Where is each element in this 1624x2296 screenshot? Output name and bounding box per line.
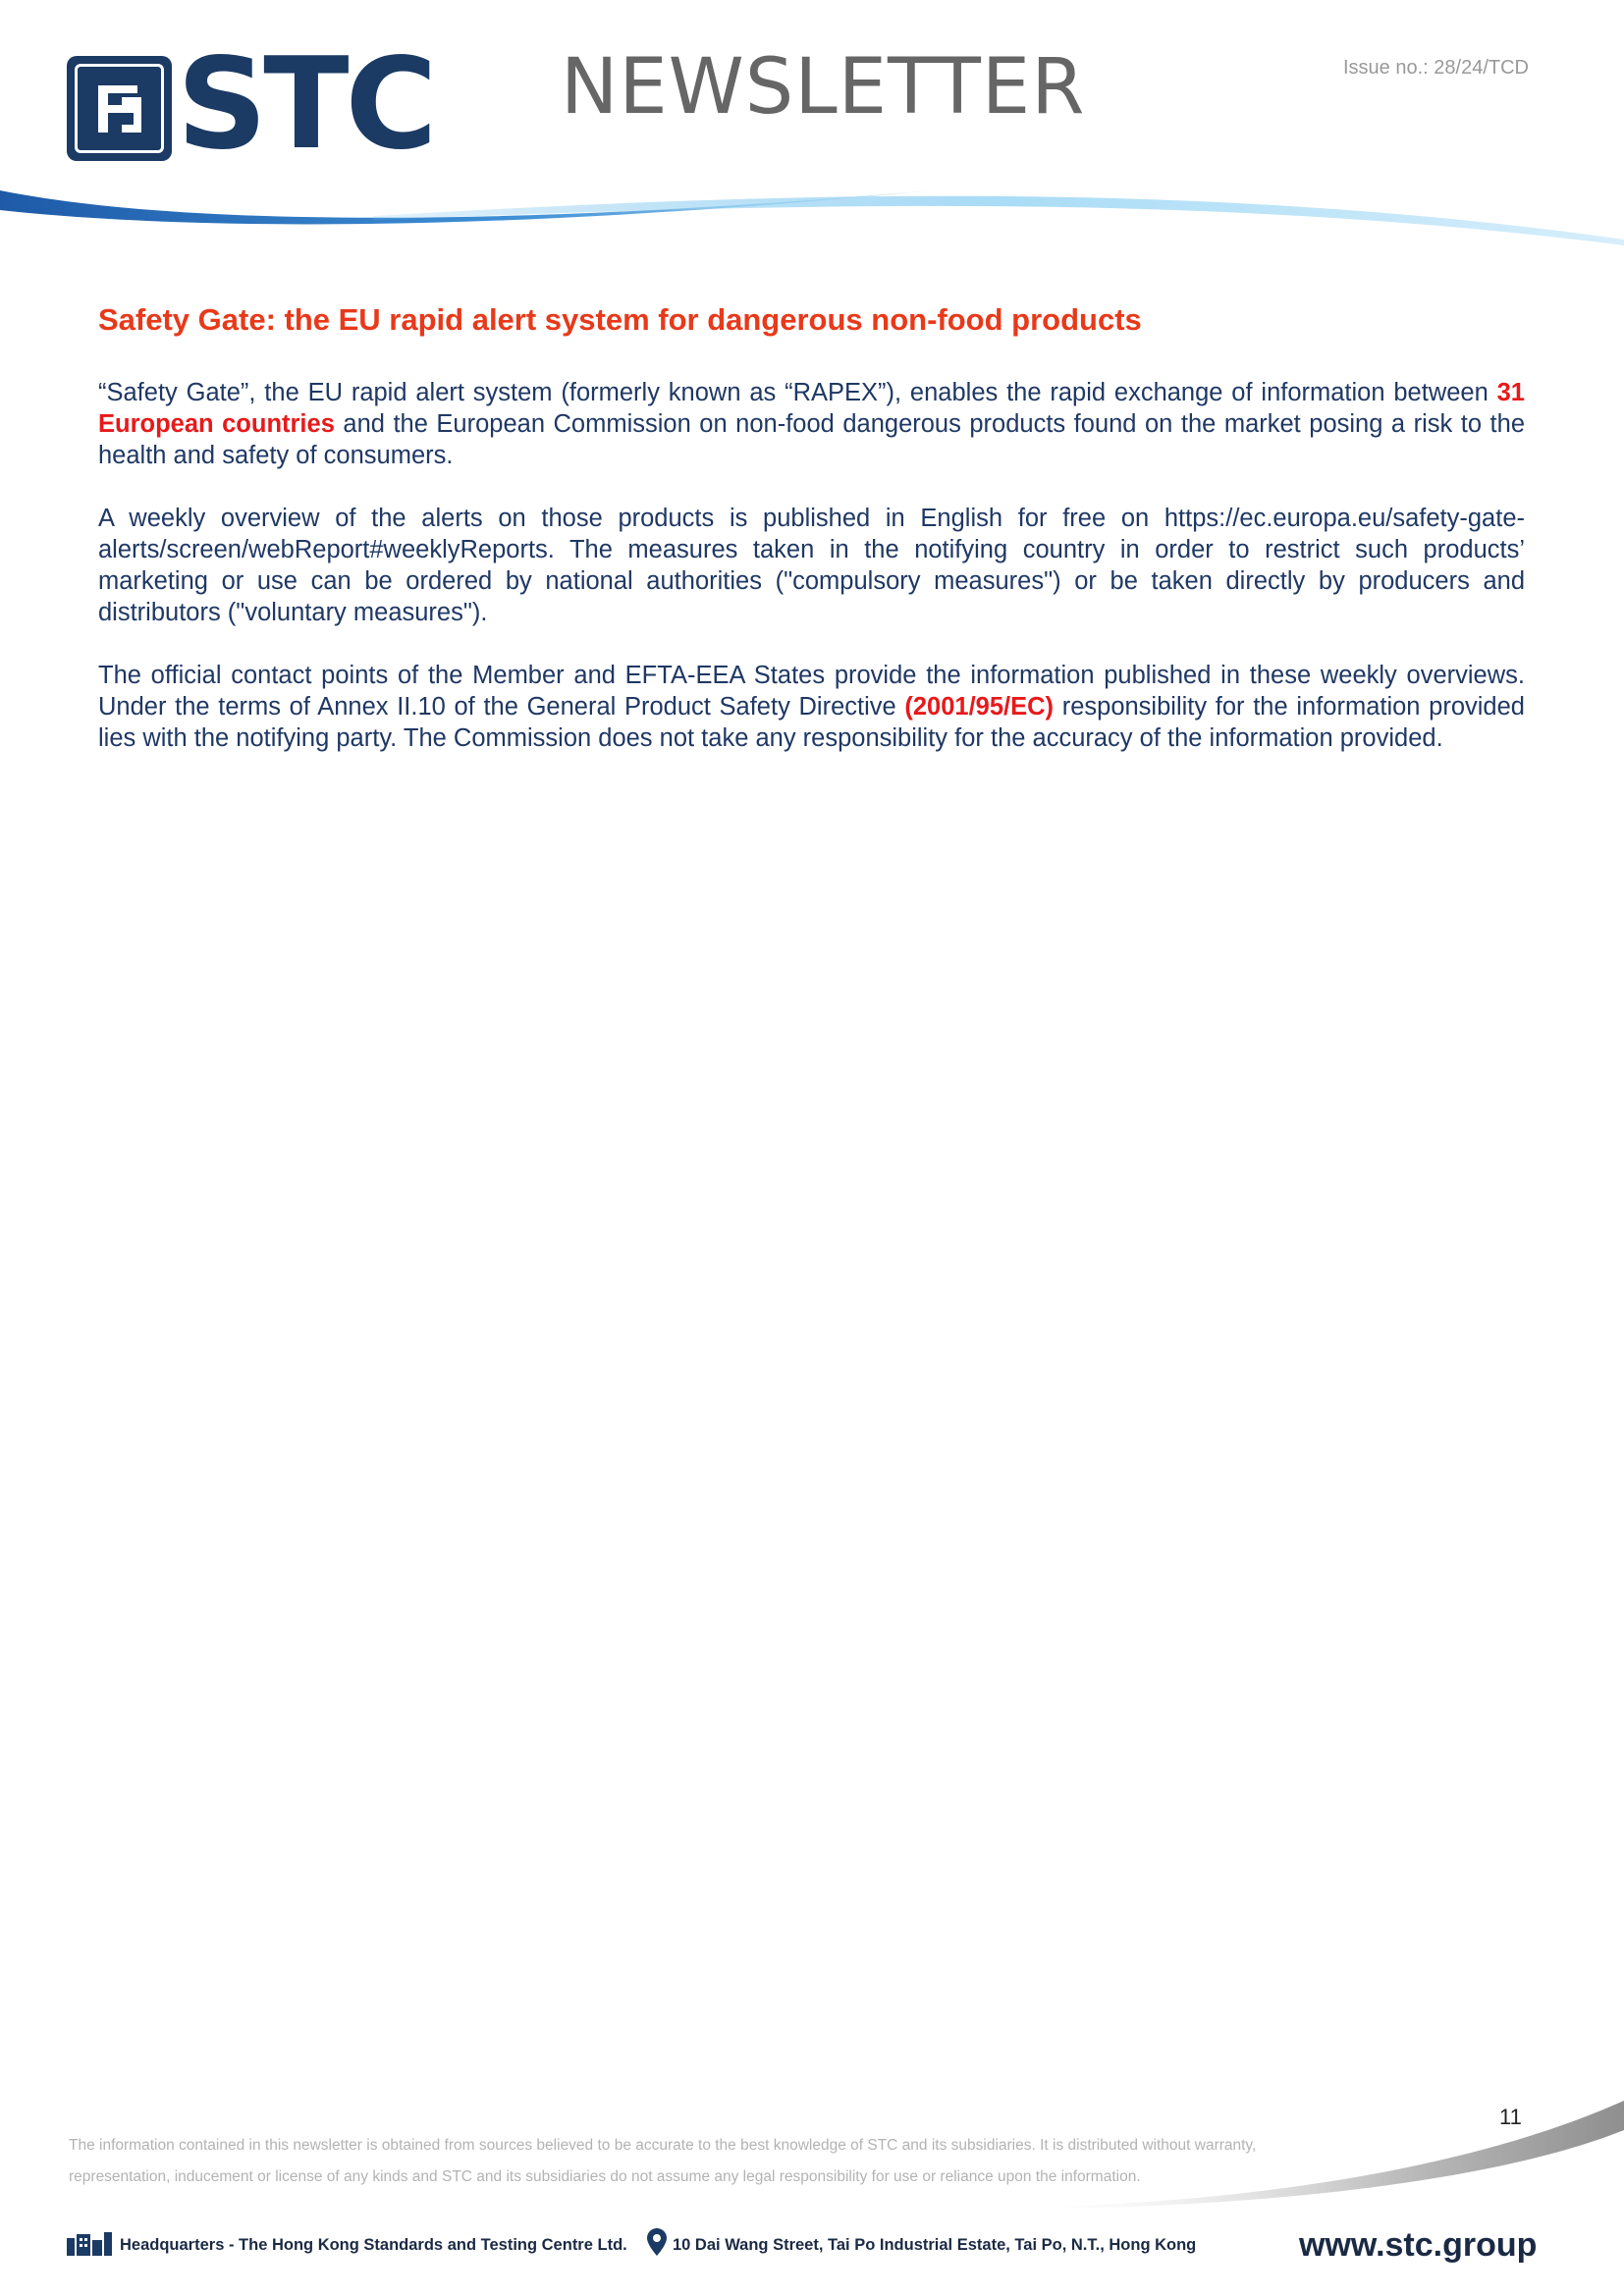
newsletter-title: NEWSLETTER <box>561 43 1086 132</box>
issue-number: Issue no.: 28/24/TCD <box>1343 57 1529 79</box>
logo-wordmark: STC <box>177 31 434 178</box>
paragraph-intro: “Safety Gate”, the EU rapid alert system (formerly known as “RAPEX”), enables the rapid exchange of information between 31 European countries and the European Commission on non-food dangerous products found on the market posing a risk to the health and safety of consumers. <box>98 379 1525 469</box>
header-swoosh <box>0 177 1624 255</box>
headquarters-label: Headquarters - The Hong Kong Standards and Testing Centre Ltd. <box>120 2236 627 2254</box>
highlight-countries: 31 European countries <box>98 379 1525 438</box>
page-number: 11 <box>1499 2105 1522 2129</box>
paragraph-contact-points: The official contact points of the Member and EFTA-EEA States provide the information published in these weekly overviews. Under the terms of Annex II.10 of the General Product Safety Directive (2001/95/EC) responsibility for the information provided lies with the notifying party. The Commission does not take any responsibility for the accuracy of the information provided. <box>98 662 1525 752</box>
stc-logo-icon <box>67 56 172 161</box>
disclaimer: The information contained in this newsletter is obtained from sources believed to be accurate to the best knowledge of STC and its subsidiaries. It is distributed without warranty, representation, inducement or license of any kinds and STC and its subsidiaries do not assume any legal responsibility for use or reliance upon the information. <box>69 2137 1257 2185</box>
location-pin-icon <box>647 2228 667 2256</box>
highlight-directive: (2001/95/EC) <box>904 693 1055 721</box>
address-label: 10 Dai Wang Street, Tai Po Industrial Estate, Tai Po, N.T., Hong Kong <box>673 2236 1197 2254</box>
footer-contact-bar <box>65 2226 1567 2266</box>
website-link[interactable]: www.stc.group <box>1299 2226 1538 2264</box>
headquarters-icon <box>65 2230 114 2256</box>
article-title: Safety Gate: the EU rapid alert system for dangerous non-food products <box>98 302 1142 337</box>
paragraph-weekly-overview: A weekly overview of the alerts on those products is published in English for free on https://ec.europa.eu/safety-gate-alerts/screen/webReport#weeklyReports. The measures taken in the notifying country in order to restrict such products’ marketing or use can be ordered by national authorities ("compulsory measures") or be taken directly by producers and distributors ("voluntary measures"). <box>98 505 1525 626</box>
stc-logo <box>67 31 460 178</box>
